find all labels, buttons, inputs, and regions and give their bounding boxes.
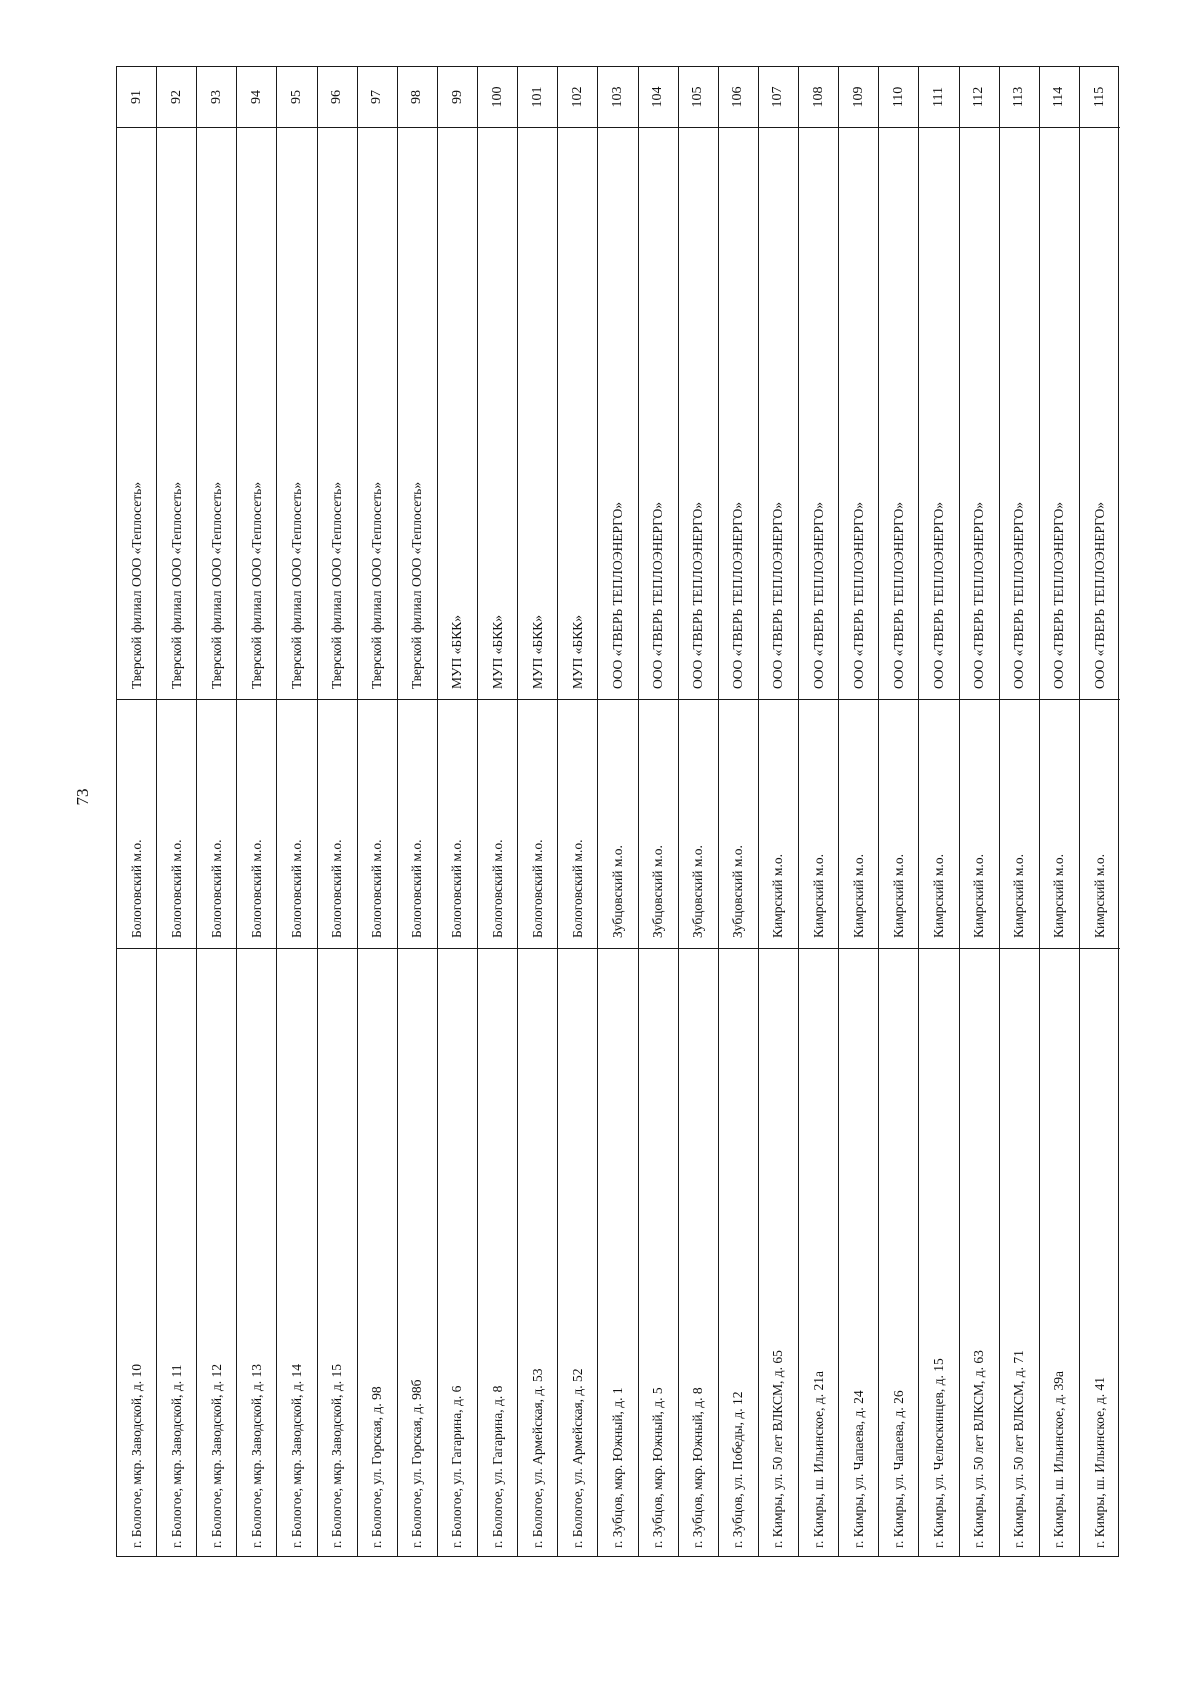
- row-number-cell: [839, 67, 878, 127]
- municipality-cell: [799, 699, 838, 948]
- municipality-name: Бологовский м.о.: [288, 839, 304, 938]
- table-row: [518, 67, 558, 1556]
- municipality-name: Кимрский м.о.: [930, 854, 946, 938]
- organization-cell: [839, 127, 878, 699]
- address: г. Кимры, ул. Челюскинцев, д. 15: [930, 1358, 946, 1548]
- row-number-cell: [679, 67, 718, 127]
- organization-name: Тверской филиал ООО «Теплосеть»: [409, 481, 425, 689]
- municipality-name: Кимрский м.о.: [1011, 854, 1027, 938]
- table-row: [1080, 67, 1120, 1556]
- organization-cell: [318, 127, 357, 699]
- organization-cell: [237, 127, 276, 699]
- row-number-cell: [598, 67, 637, 127]
- address-cell: [398, 948, 437, 1558]
- municipality-name: Бологовский м.о.: [449, 839, 465, 938]
- table-row: [839, 67, 879, 1556]
- organization-cell: [799, 127, 838, 699]
- organization-cell: [438, 127, 477, 699]
- table-row: [438, 67, 478, 1556]
- municipality-name: Бологовский м.о.: [369, 839, 385, 938]
- row-number: 99: [449, 90, 465, 104]
- municipality-cell: [1040, 699, 1079, 948]
- table-row: [719, 67, 759, 1556]
- organization-cell: [1040, 127, 1079, 699]
- table-row: [919, 67, 959, 1556]
- address: г. Зубцов, ул. Победы, д. 12: [730, 1391, 746, 1548]
- organization-name: ООО «ТВЕРЬ ТЕПЛОЭНЕРГО»: [971, 501, 987, 689]
- organization-cell: [558, 127, 597, 699]
- row-number: 91: [128, 90, 144, 104]
- row-number: 101: [529, 86, 545, 108]
- organization-cell: [1000, 127, 1039, 699]
- organization-name: Тверской филиал ООО «Теплосеть»: [329, 481, 345, 689]
- table-row: [237, 67, 277, 1556]
- address-cell: [919, 948, 958, 1558]
- row-number-cell: [879, 67, 918, 127]
- organization-name: Тверской филиал ООО «Теплосеть»: [288, 481, 304, 689]
- organization-name: Тверской филиал ООО «Теплосеть»: [208, 481, 224, 689]
- municipality-cell: [558, 699, 597, 948]
- row-number-cell: [558, 67, 597, 127]
- row-number: 98: [409, 90, 425, 104]
- table-row: [879, 67, 919, 1556]
- municipality-name: Кимрский м.о.: [810, 854, 826, 938]
- row-number-cell: [518, 67, 557, 127]
- municipality-cell: [197, 699, 236, 948]
- row-number: 109: [850, 86, 866, 108]
- municipality-name: Зубцовский м.о.: [609, 845, 625, 938]
- row-number: 92: [168, 90, 184, 104]
- table-row: [197, 67, 237, 1556]
- organization-name: МУП «БКК»: [569, 615, 585, 689]
- row-number: 114: [1051, 86, 1067, 108]
- table-row: [1040, 67, 1080, 1556]
- address-cell: [639, 948, 678, 1558]
- address: г. Кимры, ул. 50 лет ВЛКСМ, д. 71: [1011, 1350, 1027, 1548]
- address: г. Бологое, ул. Гагарина, д. 8: [489, 1385, 505, 1548]
- organization-name: ООО «ТВЕРЬ ТЕПЛОЭНЕРГО»: [690, 501, 706, 689]
- row-number-cell: [318, 67, 357, 127]
- municipality-name: Бологовский м.о.: [208, 839, 224, 938]
- municipality-name: Кимрский м.о.: [890, 854, 906, 938]
- organization-cell: [1080, 127, 1120, 699]
- row-number-cell: [478, 67, 517, 127]
- municipality-cell: [358, 699, 397, 948]
- address-cell: [197, 948, 236, 1558]
- municipality-name: Кимрский м.о.: [1051, 854, 1067, 938]
- organization-cell: [518, 127, 557, 699]
- address-cell: [1080, 948, 1120, 1558]
- municipality-name: Кимрский м.о.: [1091, 854, 1107, 938]
- organization-name: МУП «БКК»: [529, 615, 545, 689]
- municipality-name: Кимрский м.о.: [971, 854, 987, 938]
- organization-cell: [478, 127, 517, 699]
- row-number: 110: [890, 86, 906, 108]
- municipality-cell: [879, 699, 918, 948]
- organization-cell: [277, 127, 316, 699]
- municipality-cell: [117, 699, 156, 948]
- table-row: [318, 67, 358, 1556]
- municipality-name: Зубцовский м.о.: [650, 845, 666, 938]
- address-cell: [719, 948, 758, 1558]
- address-cell: [358, 948, 397, 1558]
- organization-cell: [679, 127, 718, 699]
- row-number: 93: [208, 90, 224, 104]
- row-number-cell: [719, 67, 758, 127]
- row-number: 102: [569, 86, 585, 108]
- municipality-name: Бологовский м.о.: [329, 839, 345, 938]
- organization-cell: [639, 127, 678, 699]
- address: г. Кимры, ш. Ильинское, д. 41: [1091, 1377, 1107, 1548]
- address: г. Бологое, мкр. Заводской, д. 10: [128, 1363, 144, 1548]
- row-number: 100: [489, 86, 505, 108]
- table-row: [478, 67, 518, 1556]
- address-cell: [960, 948, 999, 1558]
- municipality-cell: [318, 699, 357, 948]
- organization-name: ООО «ТВЕРЬ ТЕПЛОЭНЕРГО»: [930, 501, 946, 689]
- row-number-cell: [358, 67, 397, 127]
- table-row: [799, 67, 839, 1556]
- address: г. Бологое, ул. Армейская, д. 52: [569, 1368, 585, 1548]
- address: г. Бологое, мкр. Заводской, д. 13: [248, 1363, 264, 1548]
- address: г. Кимры, ул. Чапаева, д. 24: [850, 1390, 866, 1548]
- heat-supply-table: [116, 66, 1119, 1557]
- row-number-cell: [438, 67, 477, 127]
- organization-name: ООО «ТВЕРЬ ТЕПЛОЭНЕРГО»: [890, 501, 906, 689]
- address: г. Кимры, ш. Ильинское, д. 21а: [810, 1371, 826, 1548]
- municipality-cell: [277, 699, 316, 948]
- address-cell: [438, 948, 477, 1558]
- municipality-cell: [438, 699, 477, 948]
- row-number: 111: [930, 87, 946, 107]
- row-number: 108: [810, 86, 826, 108]
- organization-cell: [919, 127, 958, 699]
- row-number: 113: [1011, 86, 1027, 108]
- address: г. Кимры, ул. 50 лет ВЛКСМ, д. 63: [971, 1350, 987, 1548]
- row-number-cell: [960, 67, 999, 127]
- municipality-name: Бологовский м.о.: [168, 839, 184, 938]
- table-row: [398, 67, 438, 1556]
- row-number-cell: [799, 67, 838, 127]
- municipality-name: Кимрский м.о.: [850, 854, 866, 938]
- municipality-cell: [237, 699, 276, 948]
- table-row: [1000, 67, 1040, 1556]
- municipality-name: Бологовский м.о.: [529, 839, 545, 938]
- row-number-cell: [237, 67, 276, 127]
- address-cell: [157, 948, 196, 1558]
- organization-cell: [157, 127, 196, 699]
- row-number: 97: [369, 90, 385, 104]
- address: г. Зубцов, мкр. Южный, д. 5: [650, 1387, 666, 1548]
- row-number: 115: [1091, 86, 1107, 108]
- organization-name: ООО «ТВЕРЬ ТЕПЛОЭНЕРГО»: [1091, 501, 1107, 689]
- organization-name: ООО «ТВЕРЬ ТЕПЛОЭНЕРГО»: [850, 501, 866, 689]
- address-cell: [237, 948, 276, 1558]
- address: г. Кимры, ул. Чапаева, д. 26: [890, 1390, 906, 1548]
- row-number-cell: [157, 67, 196, 127]
- row-number-cell: [277, 67, 316, 127]
- address: г. Бологое, ул. Гагарина, д. 6: [449, 1385, 465, 1548]
- row-number: 107: [770, 86, 786, 108]
- organization-cell: [879, 127, 918, 699]
- address-cell: [879, 948, 918, 1558]
- address: г. Зубцов, мкр. Южный, д. 8: [690, 1387, 706, 1548]
- address: г. Кимры, ш. Ильинское, д. 39а: [1051, 1371, 1067, 1548]
- address: г. Бологое, мкр. Заводской, д. 11: [168, 1364, 184, 1548]
- row-number-cell: [1040, 67, 1079, 127]
- organization-name: Тверской филиал ООО «Теплосеть»: [168, 481, 184, 689]
- municipality-cell: [1000, 699, 1039, 948]
- table-row: [679, 67, 719, 1556]
- address-cell: [799, 948, 838, 1558]
- address-cell: [598, 948, 637, 1558]
- municipality-name: Зубцовский м.о.: [690, 845, 706, 938]
- organization-name: ООО «ТВЕРЬ ТЕПЛОЭНЕРГО»: [650, 501, 666, 689]
- address: г. Кимры, ул. 50 лет ВЛКСМ, д. 65: [770, 1350, 786, 1548]
- organization-name: ООО «ТВЕРЬ ТЕПЛОЭНЕРГО»: [609, 501, 625, 689]
- row-number: 104: [650, 86, 666, 108]
- municipality-name: Бологовский м.о.: [489, 839, 505, 938]
- organization-cell: [358, 127, 397, 699]
- row-number: 105: [690, 86, 706, 108]
- municipality-name: Бологовский м.о.: [128, 839, 144, 938]
- table-row: [157, 67, 197, 1556]
- table-row: [277, 67, 317, 1556]
- municipality-name: Кимрский м.о.: [770, 854, 786, 938]
- organization-cell: [117, 127, 156, 699]
- table-row: [358, 67, 398, 1556]
- organization-name: ООО «ТВЕРЬ ТЕПЛОЭНЕРГО»: [1011, 501, 1027, 689]
- organization-cell: [759, 127, 798, 699]
- address-cell: [679, 948, 718, 1558]
- address-cell: [839, 948, 878, 1558]
- row-number-cell: [1000, 67, 1039, 127]
- organization-name: ООО «ТВЕРЬ ТЕПЛОЭНЕРГО»: [730, 501, 746, 689]
- organization-name: Тверской филиал ООО «Теплосеть»: [128, 481, 144, 689]
- organization-name: Тверской филиал ООО «Теплосеть»: [369, 481, 385, 689]
- organization-name: ООО «ТВЕРЬ ТЕПЛОЭНЕРГО»: [770, 501, 786, 689]
- municipality-cell: [1080, 699, 1120, 948]
- table-row: [759, 67, 799, 1556]
- address-cell: [277, 948, 316, 1558]
- municipality-cell: [518, 699, 557, 948]
- organization-name: ООО «ТВЕРЬ ТЕПЛОЭНЕРГО»: [1051, 501, 1067, 689]
- row-number: 112: [971, 86, 987, 108]
- municipality-cell: [398, 699, 437, 948]
- address-cell: [1040, 948, 1079, 1558]
- address: г. Зубцов, мкр. Южный, д. 1: [609, 1387, 625, 1548]
- row-number: 95: [289, 90, 305, 104]
- organization-cell: [197, 127, 236, 699]
- table-row: [960, 67, 1000, 1556]
- row-number: 94: [248, 90, 264, 104]
- address: г. Бологое, мкр. Заводской, д. 14: [288, 1363, 304, 1548]
- row-number: 103: [609, 86, 625, 108]
- address: г. Бологое, мкр. Заводской, д. 12: [208, 1363, 224, 1548]
- municipality-cell: [919, 699, 958, 948]
- address-cell: [117, 948, 156, 1558]
- row-number-cell: [759, 67, 798, 127]
- address: г. Бологое, мкр. Заводской, д. 15: [329, 1363, 345, 1548]
- row-number-cell: [117, 67, 156, 127]
- row-number-cell: [1080, 67, 1120, 127]
- organization-name: МУП «БКК»: [489, 615, 505, 689]
- organization-name: ООО «ТВЕРЬ ТЕПЛОЭНЕРГО»: [810, 501, 826, 689]
- municipality-name: Бологовский м.о.: [569, 839, 585, 938]
- municipality-cell: [157, 699, 196, 948]
- municipality-cell: [679, 699, 718, 948]
- address: г. Бологое, ул. Армейская, д. 53: [529, 1368, 545, 1548]
- organization-cell: [960, 127, 999, 699]
- address-cell: [318, 948, 357, 1558]
- row-number: 106: [730, 86, 746, 108]
- row-number-cell: [919, 67, 958, 127]
- table-row: [117, 67, 157, 1556]
- address: г. Бологое, ул. Горская, д. 98: [369, 1386, 385, 1548]
- address-cell: [478, 948, 517, 1558]
- table-row: [598, 67, 638, 1556]
- address-cell: [518, 948, 557, 1558]
- address: г. Бологое, ул. Горская, д. 98б: [409, 1379, 425, 1548]
- municipality-cell: [759, 699, 798, 948]
- municipality-name: Зубцовский м.о.: [730, 845, 746, 938]
- address-cell: [558, 948, 597, 1558]
- table-row: [639, 67, 679, 1556]
- municipality-cell: [719, 699, 758, 948]
- page-number: 73: [73, 788, 92, 806]
- row-number: 96: [329, 90, 345, 104]
- row-number-cell: [197, 67, 236, 127]
- municipality-cell: [960, 699, 999, 948]
- municipality-cell: [598, 699, 637, 948]
- municipality-cell: [478, 699, 517, 948]
- table-row: [558, 67, 598, 1556]
- row-number-cell: [398, 67, 437, 127]
- organization-cell: [719, 127, 758, 699]
- organization-cell: [598, 127, 637, 699]
- municipality-name: Бологовский м.о.: [409, 839, 425, 938]
- organization-cell: [398, 127, 437, 699]
- organization-name: Тверской филиал ООО «Теплосеть»: [248, 481, 264, 689]
- organization-name: МУП «БКК»: [449, 615, 465, 689]
- address-cell: [759, 948, 798, 1558]
- municipality-cell: [639, 699, 678, 948]
- municipality-cell: [839, 699, 878, 948]
- row-number-cell: [639, 67, 678, 127]
- municipality-name: Бологовский м.о.: [248, 839, 264, 938]
- address-cell: [1000, 948, 1039, 1558]
